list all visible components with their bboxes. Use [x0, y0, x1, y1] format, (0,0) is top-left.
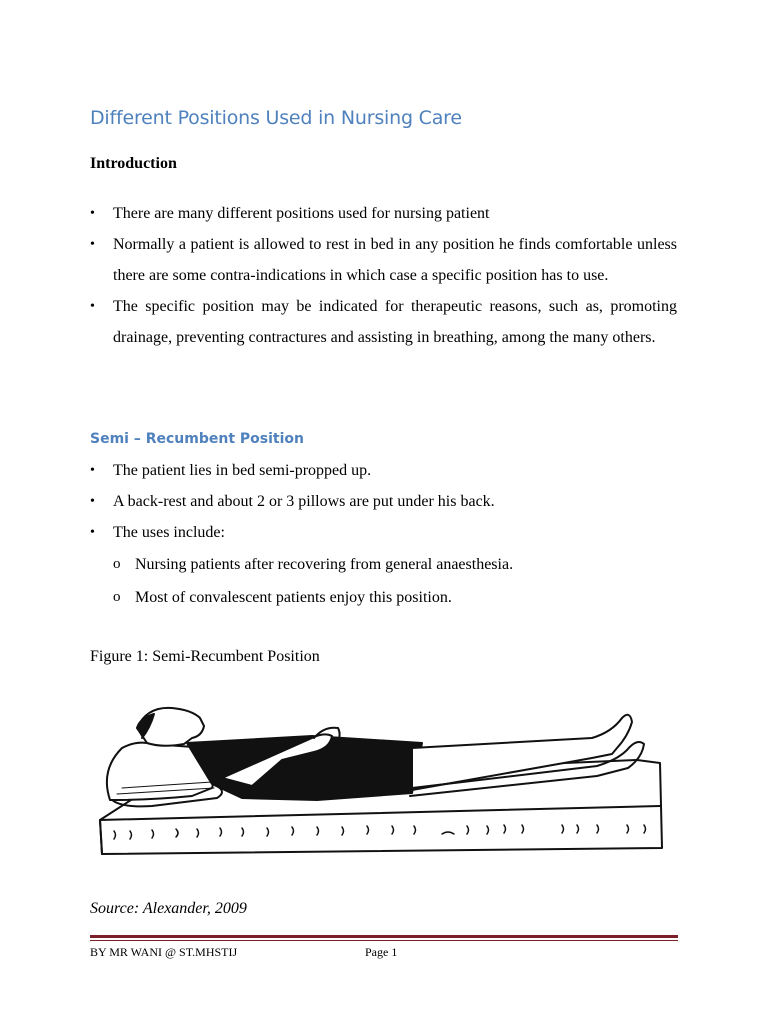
intro-bullet-list — [90, 198, 677, 353]
sub-list-item — [113, 581, 513, 614]
sub-list-item-text: Nursing patients after recovering from general anaesthesia. — [135, 556, 514, 573]
sub-list-item — [113, 548, 513, 581]
footer-rule — [90, 935, 678, 938]
figure-source: Source: Alexander, 2009 — [90, 900, 247, 917]
list-item-text: The uses include: — [113, 524, 225, 541]
sub-bullet-icon: o — [113, 589, 121, 605]
list-item-text: The specific position may be indicated for therapeutic reasons, such as, promoting drainage, preventing contractures and assisting in breathing, among the many others. — [113, 298, 677, 346]
page-title: Different Positions Used in Nursing Care — [90, 107, 462, 129]
list-item — [90, 229, 677, 291]
bullet-icon: • — [90, 237, 95, 252]
bullet-icon: • — [90, 206, 95, 221]
bullet-icon: • — [90, 463, 95, 478]
uses-sub-list — [113, 548, 513, 614]
footer-author: BY MR WANI @ ST.MHSTIJ — [90, 945, 238, 959]
sub-list-item-text: Most of convalescent patients enjoy this position. — [135, 589, 452, 606]
section-heading: Semi – Recumbent Position — [90, 431, 304, 447]
bullet-icon: • — [90, 525, 95, 540]
list-item-text: A back-rest and about 2 or 3 pillows are put under his back. — [113, 493, 495, 510]
list-item-text: There are many different positions used for nursing patient — [113, 205, 490, 222]
bullet-icon: • — [90, 494, 95, 509]
figure-caption: Figure 1: Semi-Recumbent Position — [90, 648, 320, 665]
list-item-text: The patient lies in bed semi-propped up. — [113, 462, 372, 479]
list-item-text: Normally a patient is allowed to rest in bed in any position he finds comfortable unless there are some contra-indications in which case a specific position has to use. — [113, 236, 677, 284]
list-item — [90, 291, 677, 353]
bullet-icon: • — [90, 299, 95, 314]
sub-bullet-icon: o — [113, 556, 121, 572]
footer-rule-thin — [90, 940, 678, 941]
list-item — [90, 198, 677, 229]
footer-page-number: Page 1 — [365, 945, 398, 959]
semi-recumbent-illustration — [92, 688, 672, 863]
semi-recumbent-bullet-list — [90, 455, 677, 548]
intro-heading: Introduction — [90, 155, 177, 172]
list-item — [90, 517, 677, 548]
list-item — [90, 486, 677, 517]
list-item — [90, 455, 677, 486]
